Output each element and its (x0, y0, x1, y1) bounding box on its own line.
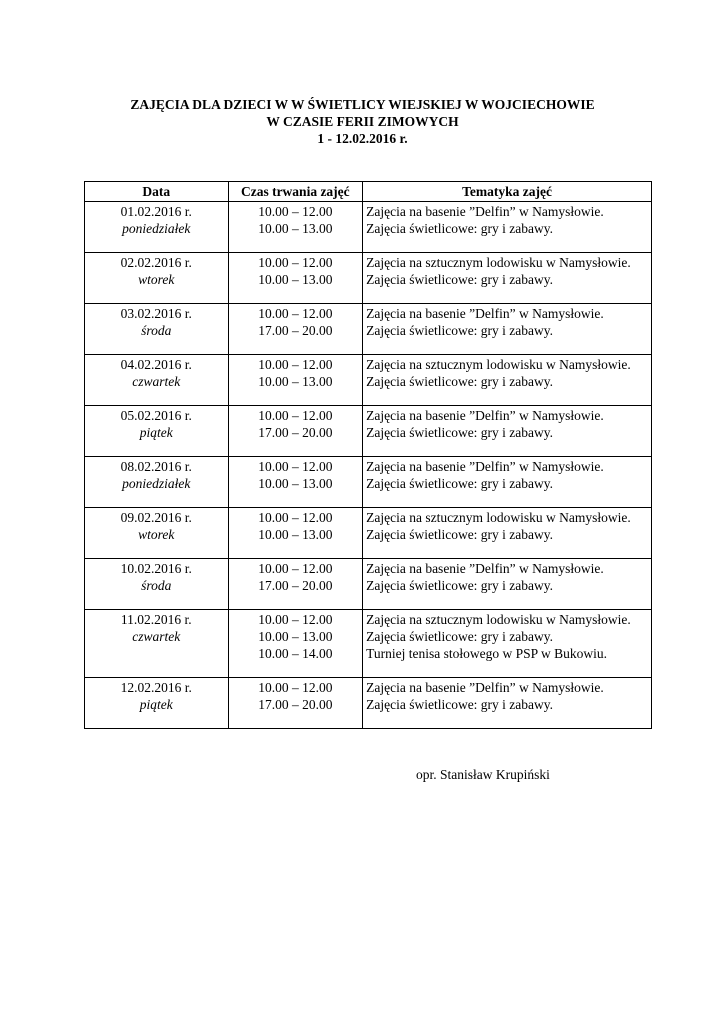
topic-text: Zajęcia świetlicowe: gry i zabawy. (366, 476, 554, 491)
document-title (0, 96, 725, 147)
time-range: 10.00 – 13.00 (258, 374, 333, 389)
topic-text: Zajęcia na basenie ”Delfin” w Namysłowie. (366, 408, 604, 423)
duration-cell (228, 559, 363, 610)
topic-cell (363, 202, 652, 253)
duration-cell (228, 457, 363, 508)
duration-cell (228, 508, 363, 559)
duration-cell (228, 304, 363, 355)
date-cell (85, 508, 229, 559)
time-range: 10.00 – 12.00 (258, 510, 333, 525)
weekday-text: poniedziałek (122, 476, 191, 491)
topic-cell (363, 678, 652, 729)
duration-cell (228, 202, 363, 253)
date-cell (85, 678, 229, 729)
table-row (85, 406, 652, 457)
topic-text: Zajęcia na basenie ”Delfin” w Namysłowie. (366, 680, 604, 695)
topic-text: Turniej tenisa stołowego w PSP w Bukowiu. (366, 646, 608, 661)
schedule-table (84, 181, 652, 729)
date-cell (85, 355, 229, 406)
time-range: 10.00 – 12.00 (258, 306, 333, 321)
topic-cell (363, 253, 652, 304)
topic-cell (363, 457, 652, 508)
weekday-text: piątek (139, 697, 173, 712)
date-cell (85, 559, 229, 610)
title-line-3: 1 - 12.02.2016 r. (317, 131, 408, 146)
table-row (85, 202, 652, 253)
topic-text: Zajęcia świetlicowe: gry i zabawy. (366, 221, 554, 236)
time-range: 10.00 – 12.00 (258, 561, 333, 576)
title-line-1: ZAJĘCIA DLA DZIECI W W ŚWIETLICY WIEJSKIEJ W WOJCIECHOWIE (130, 97, 595, 112)
date-text: 08.02.2016 r. (120, 459, 192, 474)
date-cell (85, 457, 229, 508)
topic-text: Zajęcia świetlicowe: gry i zabawy. (366, 578, 554, 593)
duration-cell (228, 355, 363, 406)
topic-cell (363, 355, 652, 406)
weekday-text: środa (141, 578, 172, 593)
topic-text: Zajęcia świetlicowe: gry i zabawy. (366, 425, 554, 440)
date-text: 04.02.2016 r. (120, 357, 192, 372)
topic-text: Zajęcia świetlicowe: gry i zabawy. (366, 374, 554, 389)
topic-text: Zajęcia świetlicowe: gry i zabawy. (366, 697, 554, 712)
topic-text: Zajęcia na sztucznym lodowisku w Namysłowie. (366, 510, 631, 525)
weekday-text: czwartek (132, 374, 181, 389)
topic-cell (363, 610, 652, 678)
table-row (85, 304, 652, 355)
weekday-text: poniedziałek (122, 221, 191, 236)
duration-cell (228, 253, 363, 304)
duration-cell (228, 678, 363, 729)
time-range: 17.00 – 20.00 (258, 578, 333, 593)
topic-text: Zajęcia na basenie ”Delfin” w Namysłowie. (366, 459, 604, 474)
time-range: 10.00 – 12.00 (258, 408, 333, 423)
date-text: 05.02.2016 r. (120, 408, 192, 423)
date-text: 11.02.2016 r. (120, 612, 192, 627)
time-range: 10.00 – 13.00 (258, 476, 333, 491)
time-range: 10.00 – 13.00 (258, 272, 333, 287)
topic-text: Zajęcia na basenie ”Delfin” w Namysłowie. (366, 204, 604, 219)
table-header-row (85, 182, 652, 202)
time-range: 17.00 – 20.00 (258, 425, 333, 440)
date-cell (85, 406, 229, 457)
weekday-text: wtorek (138, 527, 175, 542)
topic-text: Zajęcia świetlicowe: gry i zabawy. (366, 323, 554, 338)
date-cell (85, 610, 229, 678)
table-row (85, 457, 652, 508)
topic-text: Zajęcia na basenie ”Delfin” w Namysłowie. (366, 306, 604, 321)
time-range: 10.00 – 13.00 (258, 527, 333, 542)
weekday-text: piątek (139, 425, 173, 440)
time-range: 10.00 – 14.00 (258, 646, 333, 661)
topic-text: Zajęcia na sztucznym lodowisku w Namysłowie. (366, 357, 631, 372)
date-cell (85, 304, 229, 355)
date-cell (85, 253, 229, 304)
time-range: 10.00 – 13.00 (258, 629, 333, 644)
time-range: 10.00 – 12.00 (258, 459, 333, 474)
time-range: 10.00 – 12.00 (258, 357, 333, 372)
topic-text: Zajęcia świetlicowe: gry i zabawy. (366, 629, 554, 644)
table-row (85, 253, 652, 304)
topic-cell (363, 508, 652, 559)
header-date: Data (85, 182, 229, 202)
time-range: 10.00 – 13.00 (258, 221, 333, 236)
date-text: 01.02.2016 r. (120, 204, 192, 219)
header-duration: Czas trwania zajęć (228, 182, 363, 202)
topic-cell (363, 559, 652, 610)
time-range: 17.00 – 20.00 (258, 697, 333, 712)
table-body (85, 202, 652, 729)
weekday-text: czwartek (132, 629, 181, 644)
date-text: 10.02.2016 r. (120, 561, 192, 576)
date-text: 12.02.2016 r. (120, 680, 192, 695)
table-row (85, 508, 652, 559)
topic-cell (363, 406, 652, 457)
duration-cell (228, 406, 363, 457)
time-range: 10.00 – 12.00 (258, 680, 333, 695)
table-row (85, 559, 652, 610)
header-topic: Tematyka zajęć (363, 182, 652, 202)
title-line-2: W CZASIE FERII ZIMOWYCH (266, 114, 459, 129)
weekday-text: środa (141, 323, 172, 338)
time-range: 10.00 – 12.00 (258, 255, 333, 270)
table-row (85, 610, 652, 678)
time-range: 10.00 – 12.00 (258, 204, 333, 219)
date-cell (85, 202, 229, 253)
date-text: 09.02.2016 r. (120, 510, 192, 525)
date-text: 02.02.2016 r. (120, 255, 192, 270)
date-text: 03.02.2016 r. (120, 306, 192, 321)
topic-text: Zajęcia na sztucznym lodowisku w Namysłowie. (366, 612, 631, 627)
topic-text: Zajęcia na basenie ”Delfin” w Namysłowie. (366, 561, 604, 576)
topic-text: Zajęcia świetlicowe: gry i zabawy. (366, 272, 554, 287)
table-row (85, 678, 652, 729)
topic-text: Zajęcia na sztucznym lodowisku w Namysłowie. (366, 255, 631, 270)
time-range: 17.00 – 20.00 (258, 323, 333, 338)
author-signature: opr. Stanisław Krupiński (416, 767, 550, 782)
duration-cell (228, 610, 363, 678)
topic-text: Zajęcia świetlicowe: gry i zabawy. (366, 527, 554, 542)
time-range: 10.00 – 12.00 (258, 612, 333, 627)
topic-cell (363, 304, 652, 355)
weekday-text: wtorek (138, 272, 175, 287)
table-row (85, 355, 652, 406)
